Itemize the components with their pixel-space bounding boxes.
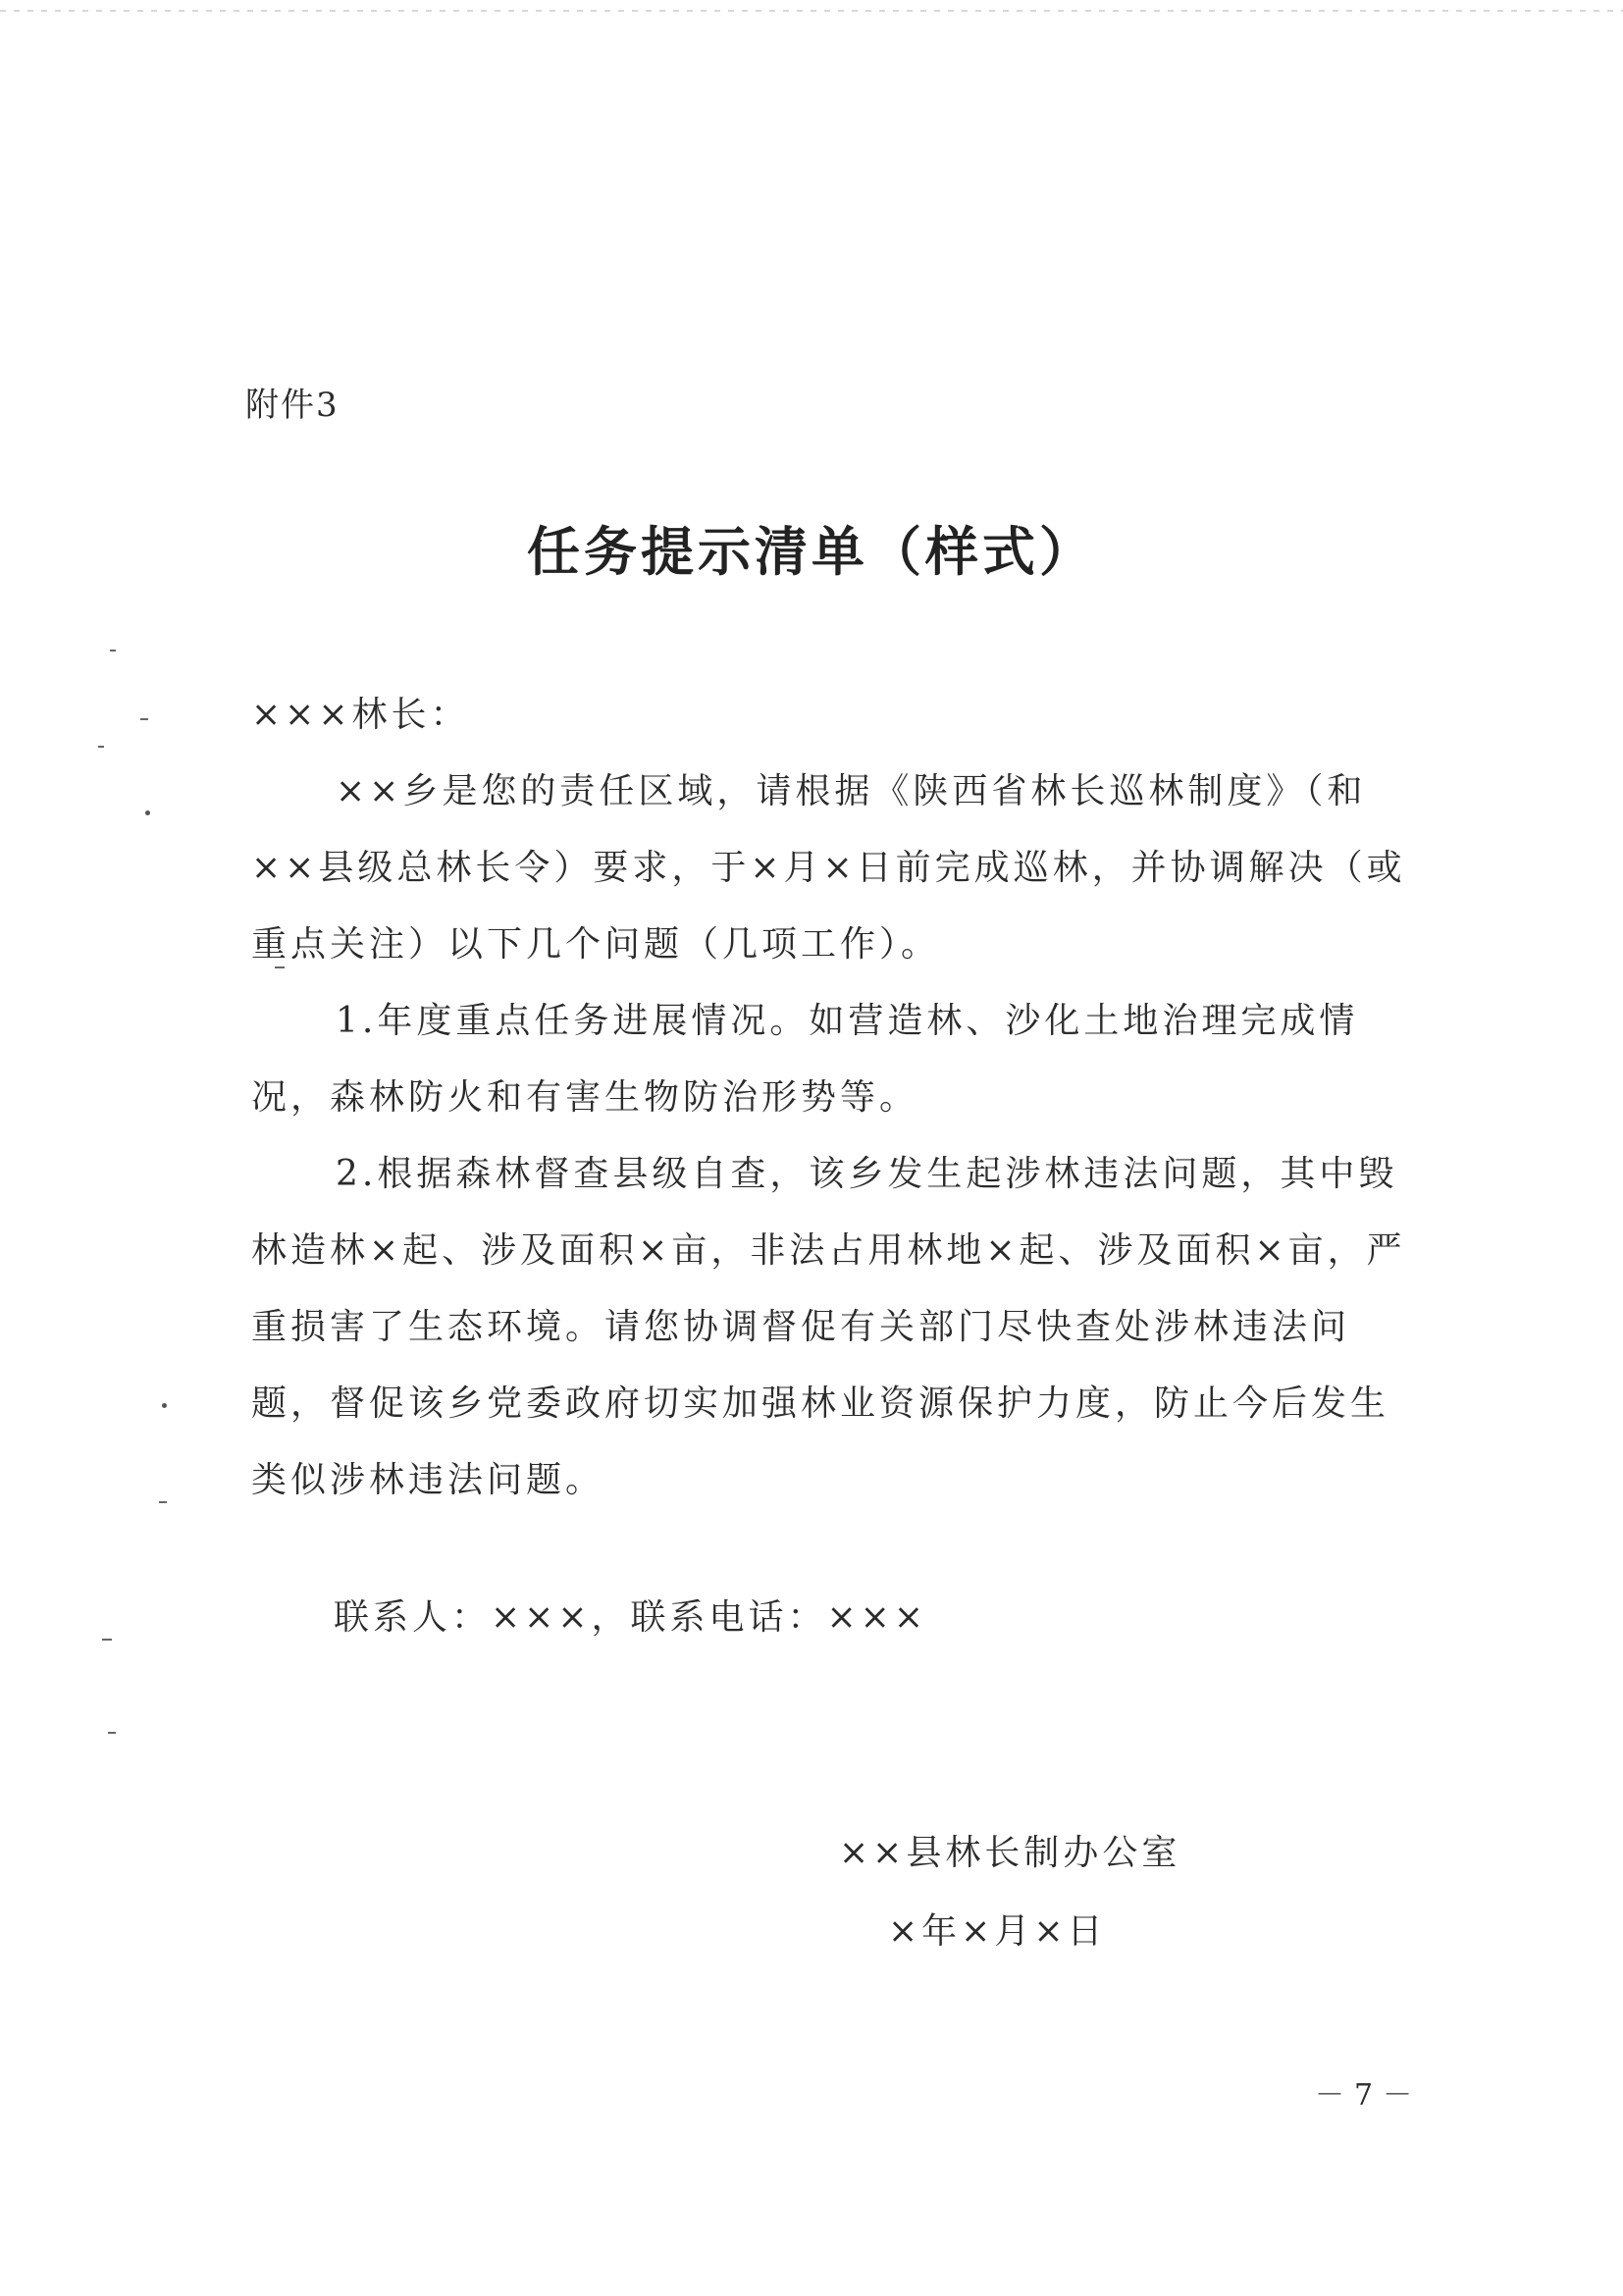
paragraph-item-2: 2.根据森林督查县级自查，该乡发生起涉林违法问题，其中毁林造林×起、涉及面积×亩，非法占用林地×起、涉及面积×亩，严重损害了生态环境。请您协调督促有关部门尽快查处涉林违法问题，督促该乡党委政府切实加强林业资源保护力度，防止今后发生类似涉林违法问题。 — [251, 1154, 1406, 1500]
scan-dash — [110, 650, 116, 652]
page-number: －7－ — [1315, 2078, 1423, 2113]
scan-edge-mark — [0, 10, 1623, 12]
paragraph-item-1: 1.年度重点任务进展情况。如营造林、沙化土地治理完成情况，森林防火和有害生物防治形势等。 — [251, 1001, 1359, 1118]
contact-line: 联系人：×××，联系电话：××× — [334, 1597, 927, 1638]
document-title: 任务提示清单（样式） — [527, 520, 1096, 583]
scan-dash — [102, 1639, 112, 1641]
scan-dash — [108, 1732, 116, 1734]
scan-dash — [98, 746, 104, 748]
paragraph-intro: ××乡是您的责任区域，请根据《陕西省林长巡林制度》（和××县级总林长令）要求，于×月×日前完成巡林，并协调解决（或重点关注）以下几个问题（几项工作）。 — [251, 771, 1406, 965]
scan-dash — [140, 718, 148, 720]
scan-speck — [162, 1403, 167, 1408]
scan-speck — [145, 810, 150, 815]
signature-office: ××县林长制办公室 — [839, 1833, 1181, 1873]
attachment-label: 附件3 — [245, 386, 340, 425]
scan-dash — [159, 1501, 167, 1503]
scan-dash — [275, 966, 285, 968]
salutation: ×××林长： — [251, 695, 470, 735]
signature-date: ×年×月×日 — [888, 1911, 1107, 1952]
